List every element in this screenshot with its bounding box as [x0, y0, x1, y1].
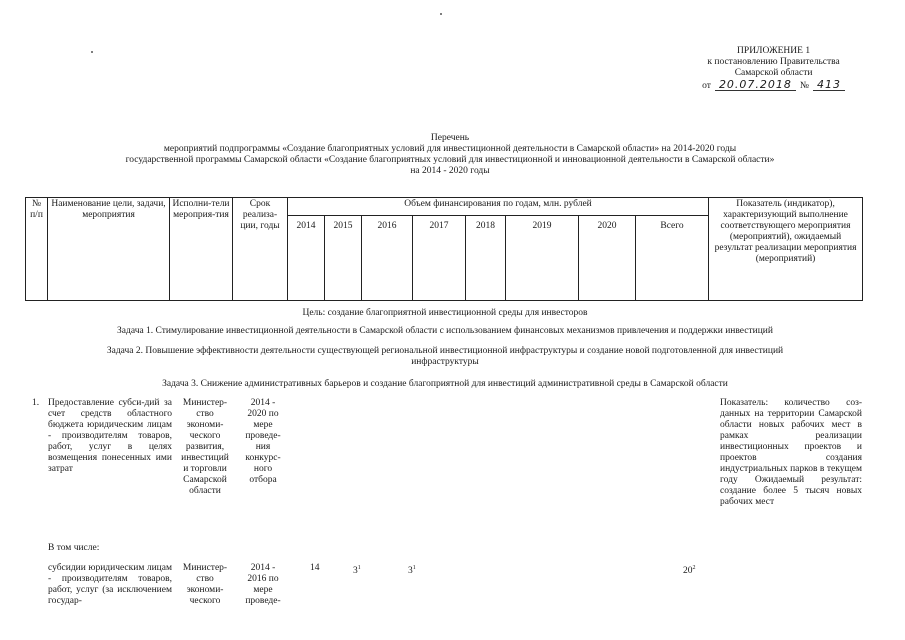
including-label: В том числе:: [48, 543, 100, 553]
title-line-4: на 2014 - 2020 годы: [410, 166, 490, 176]
number-label: №: [799, 81, 809, 91]
document-title: [40, 133, 860, 177]
title-line-2: мероприятий подпрограммы «Создание благоприятных условий для инвестиционной деятельности в Самарской области» на 2014-2020 годы: [163, 144, 737, 154]
row1-term: 2014 - 2020 по мере проведе- ния конкурс- ного отбора: [245, 398, 281, 485]
header-year-2015: 2015: [325, 216, 362, 301]
handwritten-date: 20.07.2018: [715, 79, 796, 91]
title-line-3: государственной программы Самарской области «Создание благоприятных условий для инвестиционной и инновационной деятельности в Самарской области»: [125, 155, 775, 165]
header-funding: Объем финансирования по годам, млн. рублей: [288, 198, 709, 216]
from-label: от: [702, 81, 711, 91]
row1-executors: Министер- ство экономи- ческого развития, инвестиций и торговли Самарской области: [181, 398, 229, 496]
row2-name: субсидии юридическим лицам - производителям товаров, работ, услуг (за исключением государ-: [48, 563, 172, 606]
header-name: Наименование цели, задачи, мероприятия: [48, 198, 170, 301]
row1-name: Предоставление субси-дий за счет средств областного бюджета юридическим лицам - производителям товаров, работ, услуг в целях возмещения понесенных ими затрат: [48, 398, 172, 474]
header-table: [25, 197, 863, 301]
header-year-2014: 2014: [288, 216, 325, 301]
row2-value-2014: 14: [310, 563, 320, 573]
goal-line: Цель: создание благоприятной инвестиционной среды для инвесторов: [302, 308, 588, 318]
row1-indicator: Показатель: количество соз-данных на территории Самарской области новых рабочих мест в рамках реализации инвестиционных проектов и проектов создания индустриальных парков в текущем году Ожидаемый результат: создание более 5 тысяч новых рабочих мест: [720, 398, 862, 507]
header-total: Всего: [636, 216, 709, 301]
header-year-2016: 2016: [362, 216, 413, 301]
task-2-line-2: инфраструктуры: [411, 357, 479, 367]
header-year-2018: 2018: [466, 216, 506, 301]
header-num: № п/п: [26, 198, 48, 301]
appendix-resolution: к постановлению Правительства: [707, 57, 840, 67]
row1-num: 1.: [32, 398, 40, 408]
row2-value-2016: $3^1$: [408, 565, 416, 577]
scan-speck: [91, 51, 93, 53]
task-3: Задача 3. Снижение административных барьеров и создание благоприятной для инвестиций административной среды в Самарской области: [162, 379, 728, 389]
header-year-2020: 2020: [579, 216, 636, 301]
task-1: Задача 1. Стимулирование инвестиционной деятельности в Самарской области с использованием финансовых механизмов привлечения и поддержки инвестиций: [117, 326, 773, 336]
header-executors: Исполни-тели мероприя-тия: [170, 198, 233, 301]
row2-value-total: $20^2$: [683, 565, 696, 577]
appendix-date-number: [702, 79, 845, 92]
appendix-title: ПРИЛОЖЕНИЕ 1: [737, 46, 811, 56]
row2-term: 2014 - 2016 по мере проведе-: [245, 563, 281, 606]
row2-value-2015: $3^1$: [353, 565, 361, 577]
header-year-2019: 2019: [506, 216, 579, 301]
appendix-region: Самарской области: [734, 68, 813, 78]
handwritten-number: 413: [813, 79, 845, 91]
header-year-2017: 2017: [413, 216, 466, 301]
title-line-1: Перечень: [430, 133, 470, 143]
task-2: [30, 346, 860, 368]
scan-speck: [440, 13, 442, 15]
header-indicator: Показатель (индикатор), характеризующий выполнение соответствующего мероприятия (мероприятий), ожидаемый результат реализации мероприятия (мероприятий): [709, 198, 863, 301]
task-2-line-1: Задача 2. Повышение эффективности деятельности существующей региональной инвестиционной инфраструктуры и создание новой подготовленной для инвестиций: [106, 346, 784, 356]
header-term: Срок реализа-ции, годы: [233, 198, 288, 301]
row2-executors: Министер- ство экономи- ческого: [182, 563, 228, 606]
appendix-block: [702, 46, 845, 92]
